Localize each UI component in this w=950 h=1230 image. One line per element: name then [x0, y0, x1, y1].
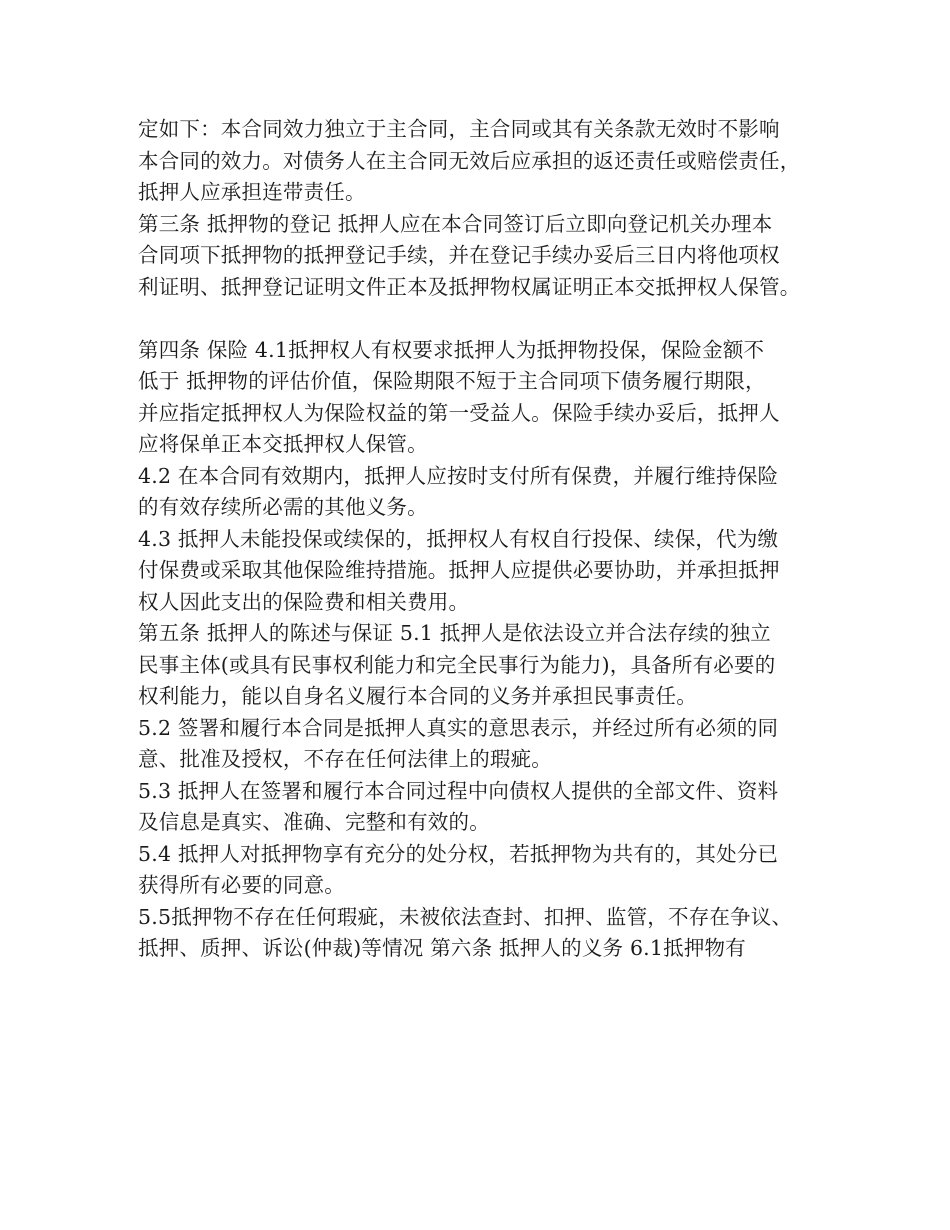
text-line: 5.5抵押物不存在任何瑕疵，未被依法查封、扣押、监管，不存在争议、: [138, 904, 793, 929]
text-line: 低于 抵押物的评估价值，保险期限不短于主合同项下债务履行期限，: [138, 369, 766, 393]
paragraph-gap: [138, 303, 828, 335]
text-line: 第四条 保险 4.1抵押权人有权要求抵押人为抵押物投保，保险金额不: [138, 337, 765, 362]
text-line: 的有效存续所必需的其他义务。: [138, 495, 428, 519]
text-line: 5.4 抵押人对抵押物享有充分的处分权，若抵押物为共有的，其处分已: [138, 841, 779, 866]
text-line: 付保费或采取其他保险维持措施。抵押人应提供必要协助，并承担抵押: [138, 558, 780, 582]
text-line: 利证明、抵押登记证明文件正本及抵押物权属证明正本交抵押权人保管。: [138, 274, 801, 299]
text-line: 获得所有必要的同意。: [138, 873, 345, 897]
text-line: 民事主体(或具有民事权利能力和完全民事行为能力)，具备所有必要的: [138, 652, 776, 677]
text-line: 合同项下抵押物的抵押登记手续，并在登记手续办妥后三日内将他项权: [138, 243, 780, 267]
text-line: 抵押、质押、诉讼(仲裁)等情况 第六条 抵押人的义务 6.1抵押物有: [138, 936, 746, 960]
text-line: 5.2 签署和履行本合同是抵押人真实的意思表示，并经过所有必须的同: [138, 715, 779, 740]
text-line: 第三条 抵押物的登记 抵押人应在本合同签订后立即向登记机关办理本: [138, 211, 773, 236]
text-line: 抵押人应承担连带责任。: [138, 180, 366, 204]
text-line: 本合同的效力。对债务人在主合同无效后应承担的返还责任或赔偿责任，: [138, 148, 801, 173]
document-body: [138, 114, 828, 965]
text-line: 并应指定抵押权人为保险权益的第一受益人。保险手续办妥后，抵押人: [138, 400, 780, 425]
text-line: 及信息是真实、准确、完整和有效的。: [138, 810, 490, 834]
text-line: 4.3 抵押人未能投保或续保的，抵押权人有权自行投保、续保，代为缴: [138, 526, 779, 551]
text-line: 应将保单正本交抵押权人保管。: [138, 432, 428, 456]
text-line: 权利能力，能以自身名义履行本合同的义务并承担民事责任。: [138, 684, 697, 708]
text-line: 第五条 抵押人的陈述与保证 5.1 抵押人是依法设立并合法存续的独立: [138, 621, 771, 645]
text-line: 4.2 在本合同有效期内，抵押人应按时支付所有保费，并履行维持保险: [138, 463, 779, 488]
text-line: 定如下：本合同效力独立于主合同，主合同或其有关条款无效时不影响: [138, 117, 780, 141]
text-line: 权人因此支出的保险费和相关费用。: [138, 589, 470, 614]
text-line: 5.3 抵押人在签署和履行本合同过程中向债权人提供的全部文件、资料: [138, 778, 779, 803]
text-line: 意、批准及授权，不存在任何法律上的瑕疵。: [138, 747, 552, 771]
